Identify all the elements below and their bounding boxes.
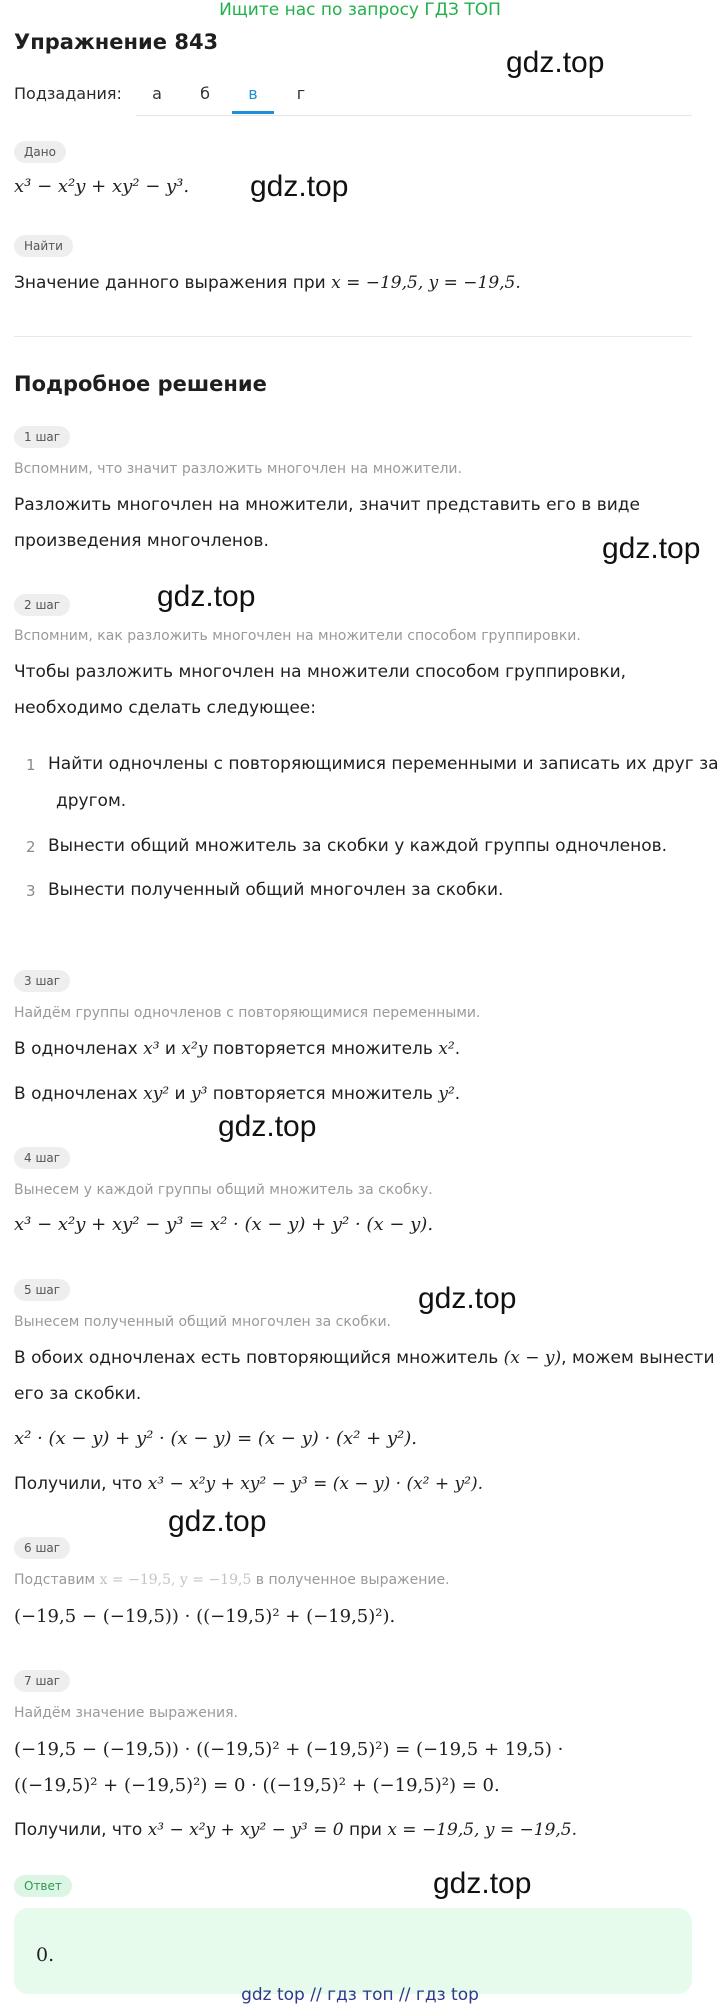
step2-badge: 2 шаг: [14, 594, 70, 616]
text: в полученное выражение.: [251, 1572, 450, 1588]
find-text-label: Значение данного выражения при: [14, 273, 332, 293]
math: (x − y): [503, 1348, 562, 1368]
math: x³ − x²y + xy² − y³ = (x − y) · (x² + y²).: [147, 1474, 483, 1494]
step7-badge: 7 шаг: [14, 1670, 70, 1692]
math: y²: [438, 1084, 455, 1104]
find-badge: Найти: [14, 235, 73, 257]
tab-b[interactable]: б: [200, 84, 210, 103]
promo-banner[interactable]: Ищите нас по запросу ГДЗ ТОП: [219, 0, 501, 20]
step5-hint: Вынесем полученный общий многочлен за скобки.: [14, 1314, 391, 1330]
list-item: Вынести общий множитель за скобки у каждой группы одночленов.: [48, 836, 668, 856]
math: y³: [190, 1084, 208, 1104]
math: x²: [438, 1039, 455, 1059]
answer-value: 0.: [36, 1944, 55, 1966]
step6-badge: 6 шаг: [14, 1537, 70, 1559]
text: повторяется множитель: [207, 1039, 439, 1059]
step4-hint: Вынесем у каждой группы общий множитель за скобку.: [14, 1182, 433, 1198]
math: x³ − x²y + xy² − y³ = 0: [147, 1820, 344, 1840]
math: x²y: [181, 1039, 208, 1059]
watermark: gdz.top: [433, 1867, 532, 1900]
math: x = −19,5, y = −19,5.: [387, 1820, 578, 1840]
answer-badge: Ответ: [14, 1875, 72, 1897]
step4-expression: x³ − x²y + xy² − y³ = x² · (x − y) + y² · (x − y).: [14, 1214, 434, 1235]
watermark: gdz.top: [168, 1505, 267, 1538]
list-number: 1: [26, 756, 36, 774]
step5-expression: x² · (x − y) + y² · (x − y) = (x − y) · (x² + y²).: [14, 1428, 418, 1449]
watermark: gdz.top: [602, 532, 701, 565]
math: xy²: [143, 1084, 170, 1104]
text: Подставим: [14, 1572, 100, 1588]
list-item: Вынести полученный общий многочлен за скобки.: [48, 880, 504, 900]
math: x³: [143, 1039, 160, 1059]
tab-a[interactable]: а: [152, 84, 162, 103]
text: повторяется множитель: [207, 1084, 439, 1104]
step3-hint: Найдём группы одночленов с повторяющимися переменными.: [14, 1005, 481, 1021]
step1-badge: 1 шаг: [14, 426, 70, 448]
text: и: [169, 1084, 191, 1104]
step1-hint: Вспомним, что значит разложить многочлен на множители.: [14, 461, 462, 477]
text: , можем вынести: [561, 1348, 715, 1368]
footer-links[interactable]: gdz top // гдз топ // гдз top: [241, 1985, 479, 2005]
given-badge: Дано: [14, 141, 66, 163]
step3-line1: [14, 1039, 460, 1059]
answer-box: [14, 1908, 692, 1994]
step6-expression: (−19,5 − (−19,5)) · ((−19,5)² + (−19,5)²).: [14, 1606, 396, 1627]
step5-line4: [14, 1474, 483, 1494]
text: Получили, что: [14, 1820, 148, 1840]
list-item: Найти одночлены с повторяющимися переменными и записать их друг за: [48, 754, 719, 774]
divider: [14, 336, 692, 337]
step5-line1: [14, 1348, 715, 1368]
subtasks-label: Подзадания:: [14, 84, 122, 103]
step2-hint: Вспомним, как разложить многочлен на множители способом группировки.: [14, 628, 581, 644]
step2-line2: необходимо сделать следующее:: [14, 698, 316, 718]
step1-line1: Разложить многочлен на множители, значит представить его в виде: [14, 495, 640, 515]
step4-badge: 4 шаг: [14, 1147, 70, 1169]
text: при: [343, 1820, 388, 1840]
step5-line2: его за скобки.: [14, 1384, 142, 1404]
tab-g[interactable]: г: [296, 84, 306, 103]
watermark: gdz.top: [506, 46, 605, 79]
step7-expression-2: ((−19,5)² + (−19,5)²) = 0 · ((−19,5)² + (−19,5)²) = 0.: [14, 1775, 500, 1796]
given-expression: x³ − x²y + xy² − y³.: [14, 176, 190, 197]
watermark: gdz.top: [418, 1282, 517, 1315]
text: Получили, что: [14, 1474, 148, 1494]
text: и: [159, 1039, 182, 1059]
watermark: gdz.top: [157, 580, 256, 613]
subtask-tabs: [136, 78, 692, 116]
tab-v[interactable]: в: [232, 78, 274, 114]
watermark: gdz.top: [218, 1110, 317, 1143]
list-item-cont: другом.: [56, 791, 127, 811]
find-condition: x = −19,5, y = −19,5.: [331, 273, 521, 293]
step2-line1: Чтобы разложить многочлен на множители способом группировки,: [14, 662, 627, 682]
step5-badge: 5 шаг: [14, 1279, 70, 1301]
math: x = −19,5, y = −19,5: [99, 1572, 252, 1588]
find-text: [14, 273, 521, 293]
exercise-title: Упражнение 843: [14, 30, 219, 54]
text: В одночленах: [14, 1084, 144, 1104]
step1-line2: произведения многочленов.: [14, 531, 269, 551]
step7-hint: Найдём значение выражения.: [14, 1705, 239, 1721]
step3-badge: 3 шаг: [14, 970, 70, 992]
watermark: gdz.top: [250, 170, 349, 203]
list-number: 2: [26, 838, 36, 856]
text: .: [454, 1084, 461, 1104]
list-number: 3: [26, 882, 36, 900]
text: В обоих одночленах есть повторяющийся множитель: [14, 1348, 504, 1368]
step3-line2: [14, 1084, 460, 1104]
text: .: [454, 1039, 461, 1059]
step7-result: [14, 1820, 577, 1840]
step7-expression-1: (−19,5 − (−19,5)) · ((−19,5)² + (−19,5)²) = (−19,5 + 19,5) ·: [14, 1739, 564, 1760]
text: В одночленах: [14, 1039, 144, 1059]
solution-title: Подробное решение: [14, 372, 267, 396]
step6-hint: [14, 1572, 450, 1588]
